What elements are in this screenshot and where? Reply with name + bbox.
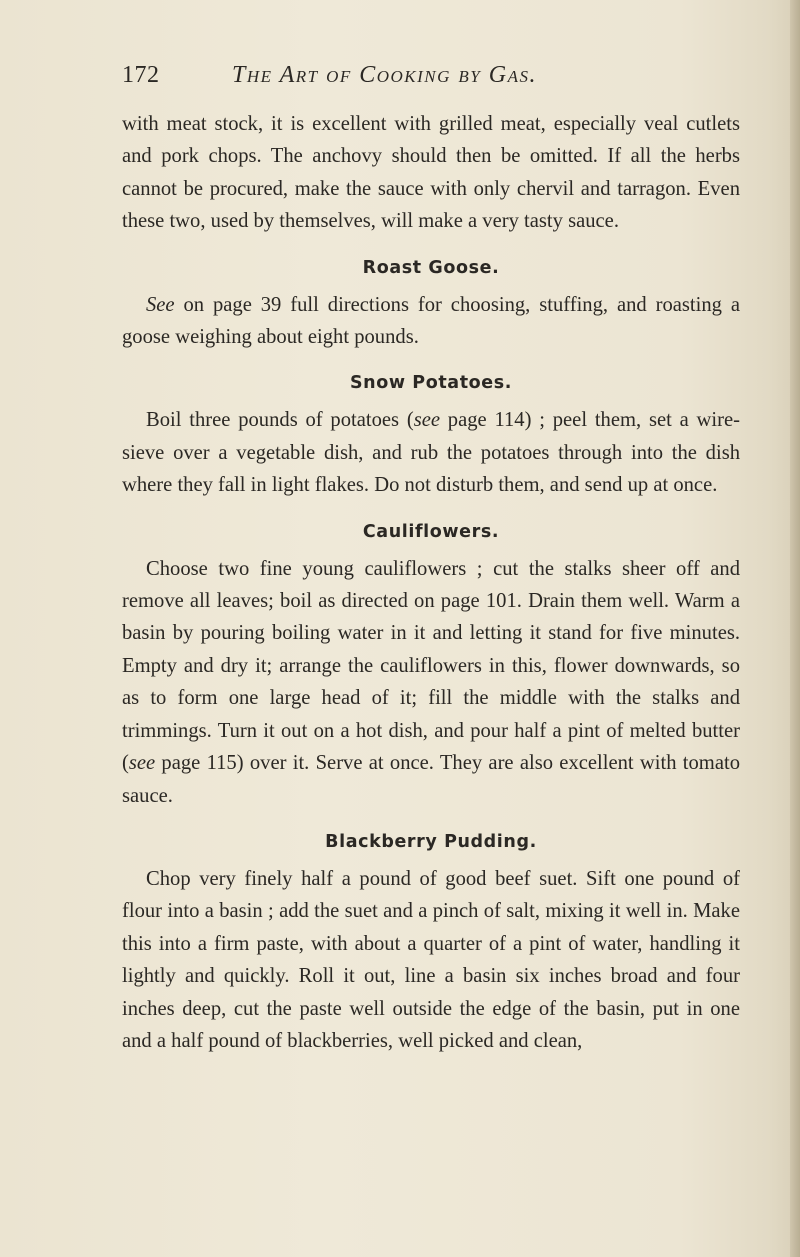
section-heading-blackberry-pudding: Blackberry Pudding.: [325, 831, 537, 852]
paragraph-text: page 115) over it. Serve at once. They are also excellent with tomato sauce.: [122, 752, 740, 807]
paragraph-text: Boil three pounds of potatoes (: [146, 409, 414, 432]
section-heading-snow-potatoes: Snow Potatoes.: [349, 373, 513, 394]
paragraph-text: Choose two fine young cauliflowers ; cut the stalks sheer off and remove all leaves; boil as directed on page 101. Drain them well. Warm a basin by pouring boiling water in it and letting it stand for five minutes. Empty and dry it; arrange the cauliflowers in this, flower downwards, so as to form one large head of it; fill the middle with the stalks and trimmings. Turn it out on a hot dish, and pour half a pint of melted butter (: [122, 557, 740, 775]
page-edge: [790, 0, 800, 1257]
see-reference: see: [413, 409, 441, 432]
body-paragraph: Chop very finely half a pound of good beef suet. Sift one pound of flour into a basin ; add the suet and a pinch of salt, mixing it well in. Make this into a firm paste, with about a quarter of a pint of water, handling it lightly and quickly. Roll it out, line a basin six inches broad and four inches deep, cut the paste well outside the edge of the basin, put in one and a half pound of blackberries, well picked and clean,: [122, 867, 740, 1052]
paragraph-text: on page 39 full directions for choosing, stuffing, and roasting a goose weighing about eight pounds.: [122, 293, 740, 349]
page-number: 172: [122, 62, 160, 88]
running-head: The Art of Cooking by Gas.: [232, 62, 537, 88]
body-paragraph: [122, 289, 740, 354]
page-header: [122, 60, 730, 92]
body-paragraph: [122, 553, 740, 812]
see-reference: see: [128, 752, 156, 775]
see-reference: See: [146, 293, 175, 316]
paragraph-text: page 114) ; peel them, set a wire-sieve over a vegetable dish, and rub the potatoes through into the dish where they fall in light flakes. Do not disturb them, and send up at once.: [122, 409, 740, 497]
section-heading-cauliflowers: Cauliflowers.: [362, 521, 500, 542]
page-body: [122, 108, 740, 1057]
body-paragraph: [122, 404, 740, 501]
body-paragraph: with meat stock, it is excellent with grilled meat, especially veal cutlets and pork chops. The anchovy should then be omitted. If all the herbs cannot be procured, make the sauce with only chervil and tarragon. Even these two, used by themselves, will make a very tasty sauce.: [122, 113, 740, 233]
section-heading-roast-goose: Roast Goose.: [362, 257, 500, 278]
